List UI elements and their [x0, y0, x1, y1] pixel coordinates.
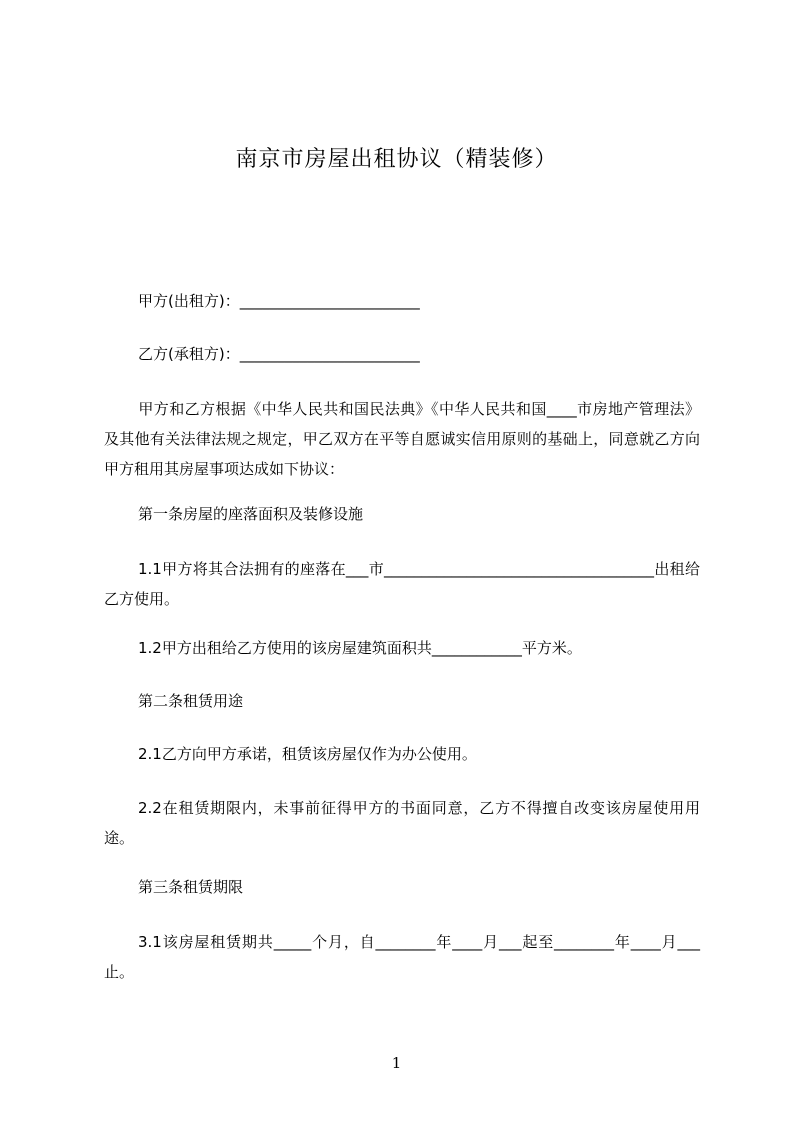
- clause-3-1-text: 3.1该房屋租赁期共_____个月，自________年____月___起至________年____月___止。: [104, 933, 700, 981]
- document-title: 南京市房屋出租协议（精装修）: [235, 147, 558, 172]
- clause-1-2: 1.2甲方出租给乙方使用的该房屋建筑面积共____________平方米。: [138, 639, 582, 657]
- clause-2-1: 2.1乙方向甲方承诺，租赁该房屋仅作为办公使用。: [138, 745, 477, 763]
- preamble-paragraph: [104, 394, 700, 484]
- clause-2-2-paragraph: [104, 793, 700, 853]
- clause-3-1-paragraph: [104, 927, 700, 987]
- party-a-line: 甲方(出租方)：________________________: [138, 292, 420, 310]
- party-b-line: 乙方(承租方)：________________________: [138, 345, 420, 363]
- clause-1-1-paragraph: [104, 554, 700, 614]
- article-1-heading: 第一条房屋的座落面积及装修设施: [138, 505, 364, 523]
- clause-2-2-text: 2.2在租赁期限内，未事前征得甲方的书面同意，乙方不得擅自改变该房屋使用用途。: [104, 799, 700, 847]
- page-number: 1: [391, 1054, 402, 1072]
- article-2-heading: 第二条租赁用途: [138, 692, 244, 710]
- preamble-text: 甲方和乙方根据《中华人民共和国民法典》《中华人民共和国____市房地产管理法》及其他有关法律法规之规定，甲乙双方在平等自愿诚实信用原则的基础上，同意就乙方向甲方租用其房屋事项达成如下协议：: [104, 400, 700, 478]
- article-3-heading: 第三条租赁期限: [138, 878, 244, 896]
- clause-1-1-text: 1.1甲方将其合法拥有的座落在___市____________________________________出租给乙方使用。: [104, 560, 700, 608]
